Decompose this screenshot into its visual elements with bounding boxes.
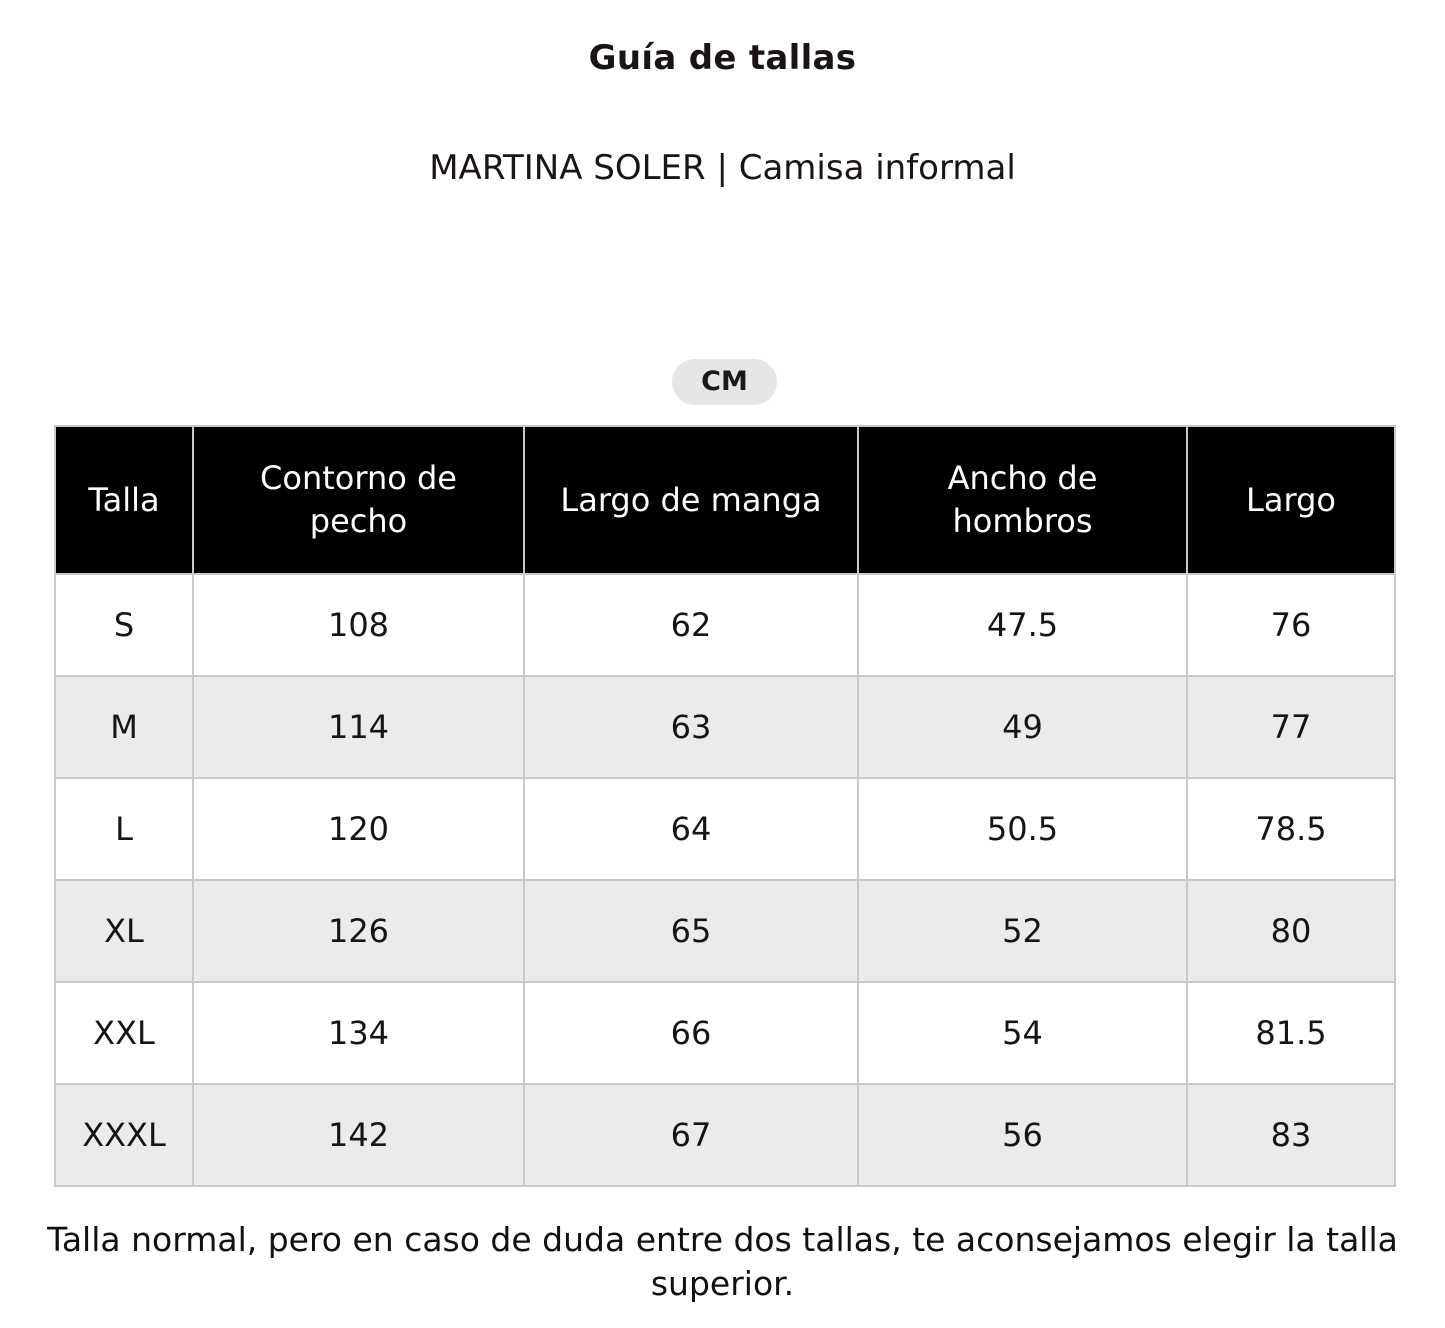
cell-value: 49 — [858, 676, 1187, 778]
cell-size: XL — [55, 880, 193, 982]
product-subtitle: MARTINA SOLER | Camisa informal — [429, 148, 1016, 188]
cell-size: M — [55, 676, 193, 778]
cell-value: 62 — [524, 574, 858, 676]
column-header-contorno-pecho: Contorno de pecho — [193, 426, 524, 574]
cell-value: 126 — [193, 880, 524, 982]
cell-value: 67 — [524, 1084, 858, 1186]
table-header-row — [55, 426, 1395, 574]
cell-size: XXXL — [55, 1084, 193, 1186]
cell-size: XXL — [55, 982, 193, 1084]
column-header-largo-manga: Largo de manga — [524, 426, 858, 574]
cell-value: 120 — [193, 778, 524, 880]
column-header-ancho-hombros: Ancho de hombros — [858, 426, 1187, 574]
cell-value: 81.5 — [1187, 982, 1395, 1084]
cell-value: 47.5 — [858, 574, 1187, 676]
page-title: Guía de tallas — [588, 38, 857, 78]
table-row — [55, 880, 1395, 982]
unit-toggle-cm[interactable]: CM — [672, 359, 777, 405]
column-header-talla: Talla — [55, 426, 193, 574]
cell-size: S — [55, 574, 193, 676]
cell-value: 142 — [193, 1084, 524, 1186]
cell-value: 56 — [858, 1084, 1187, 1186]
table-row — [55, 1084, 1395, 1186]
cell-value: 64 — [524, 778, 858, 880]
cell-value: 63 — [524, 676, 858, 778]
column-header-largo: Largo — [1187, 426, 1395, 574]
size-table — [54, 425, 1396, 1187]
cell-value: 114 — [193, 676, 524, 778]
cell-value: 66 — [524, 982, 858, 1084]
cell-value: 78.5 — [1187, 778, 1395, 880]
table-row — [55, 574, 1395, 676]
cell-value: 52 — [858, 880, 1187, 982]
cell-value: 65 — [524, 880, 858, 982]
table-row — [55, 778, 1395, 880]
cell-size: L — [55, 778, 193, 880]
cell-value: 108 — [193, 574, 524, 676]
table-row — [55, 676, 1395, 778]
cell-value: 83 — [1187, 1084, 1395, 1186]
cell-value: 134 — [193, 982, 524, 1084]
cell-value: 80 — [1187, 880, 1395, 982]
table-row — [55, 982, 1395, 1084]
cell-value: 76 — [1187, 574, 1395, 676]
cell-value: 50.5 — [858, 778, 1187, 880]
cell-value: 77 — [1187, 676, 1395, 778]
cell-value: 54 — [858, 982, 1187, 1084]
size-advice-note: Talla normal, pero en caso de duda entre dos tallas, te aconsejamos elegir la talla superior. — [47, 1220, 1398, 1303]
